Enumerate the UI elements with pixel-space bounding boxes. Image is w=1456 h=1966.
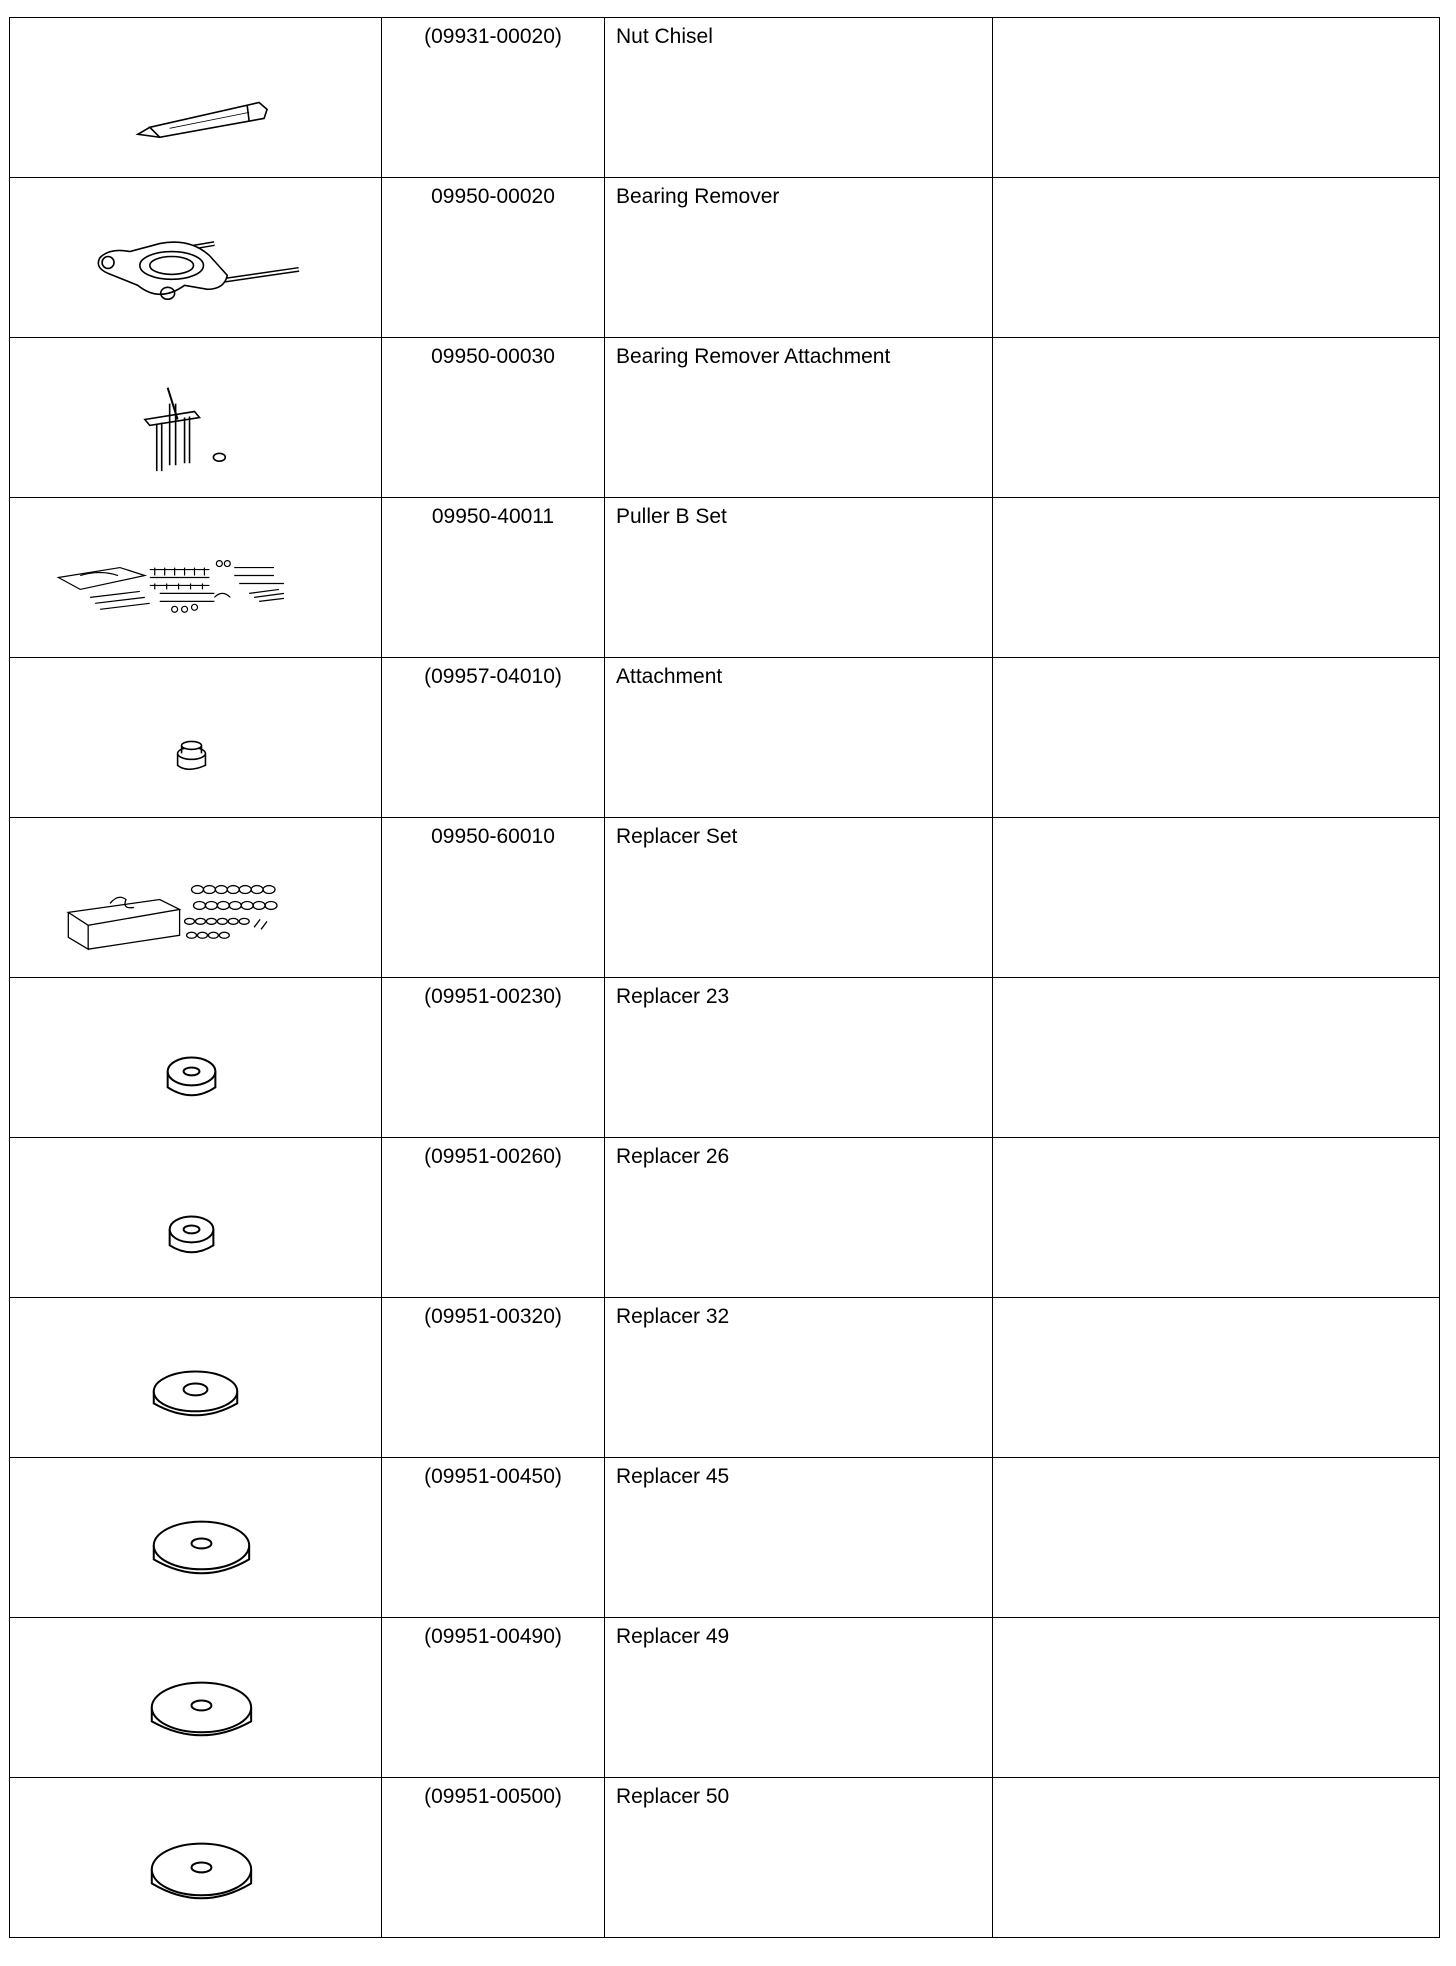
part-number	[382, 1138, 605, 1298]
replacer-23-icon	[10, 978, 381, 1137]
note-text	[993, 178, 1439, 185]
replacer-26-icon	[10, 1138, 381, 1297]
tool-name	[605, 178, 993, 338]
note-cell	[993, 1458, 1440, 1618]
tool-name	[605, 1138, 993, 1298]
tool-name-text: Attachment	[616, 665, 723, 688]
tool-name	[605, 1778, 993, 1938]
tool-name	[605, 18, 993, 178]
note-text	[993, 1778, 1439, 1785]
tool-illustration-cell	[10, 338, 382, 498]
table-row	[10, 1458, 1440, 1618]
part-number-text: (09957-04010)	[424, 665, 562, 688]
part-number-text: (09951-00260)	[424, 1145, 562, 1168]
replacer-49-icon	[10, 1618, 381, 1777]
puller-b-set-icon	[10, 498, 381, 657]
tool-name-text: Replacer 26	[616, 1145, 730, 1168]
table-row	[10, 498, 1440, 658]
attachment-icon	[10, 658, 381, 817]
table-row	[10, 978, 1440, 1138]
tool-name	[605, 338, 993, 498]
tool-illustration-cell	[10, 1778, 382, 1938]
note-text	[993, 338, 1439, 345]
tool-name-text: Replacer 23	[616, 985, 730, 1008]
tool-illustration-cell	[10, 498, 382, 658]
tool-illustration-cell	[10, 1298, 382, 1458]
tool-name-text: Puller B Set	[616, 505, 727, 528]
tool-illustration-cell	[10, 1618, 382, 1778]
special-tools-table	[9, 17, 1440, 1938]
replacer-45-icon	[10, 1458, 381, 1617]
note-cell	[993, 1138, 1440, 1298]
part-number	[382, 1618, 605, 1778]
note-cell	[993, 498, 1440, 658]
tool-name-text: Replacer 50	[616, 1785, 730, 1808]
replacer-32-icon	[10, 1298, 381, 1457]
note-text	[993, 1138, 1439, 1145]
replacer-set-icon	[10, 818, 381, 977]
part-number-text: 09950-00020	[431, 185, 555, 208]
tool-name	[605, 658, 993, 818]
table-row	[10, 658, 1440, 818]
part-number-text: (09931-00020)	[424, 25, 562, 48]
note-cell	[993, 18, 1440, 178]
part-number	[382, 1778, 605, 1938]
note-cell	[993, 338, 1440, 498]
tool-illustration-cell	[10, 1138, 382, 1298]
part-number	[382, 978, 605, 1138]
tool-name	[605, 818, 993, 978]
part-number-text: 09950-00030	[431, 345, 555, 368]
tool-name-text: Replacer 45	[616, 1465, 730, 1488]
part-number-text: (09951-00500)	[424, 1785, 562, 1808]
replacer-50-icon	[10, 1778, 381, 1937]
tool-name	[605, 1298, 993, 1458]
part-number	[382, 818, 605, 978]
part-number	[382, 658, 605, 818]
tool-name-text: Bearing Remover	[616, 185, 780, 208]
note-cell	[993, 1618, 1440, 1778]
tool-name-text: Bearing Remover Attachment	[616, 345, 891, 368]
tool-name-text: Replacer Set	[616, 825, 738, 848]
tool-name	[605, 978, 993, 1138]
part-number-text: 09950-40011	[431, 505, 555, 528]
part-number	[382, 338, 605, 498]
tool-illustration-cell	[10, 978, 382, 1138]
bearing-remover-icon	[10, 178, 381, 337]
tool-name	[605, 1618, 993, 1778]
part-number	[382, 18, 605, 178]
note-cell	[993, 978, 1440, 1138]
note-cell	[993, 818, 1440, 978]
part-number-text: (09951-00490)	[424, 1625, 562, 1648]
part-number	[382, 178, 605, 338]
note-cell	[993, 1298, 1440, 1458]
table-row	[10, 1618, 1440, 1778]
part-number	[382, 1458, 605, 1618]
tool-illustration-cell	[10, 658, 382, 818]
table-row	[10, 178, 1440, 338]
tool-name	[605, 498, 993, 658]
tool-name-text: Nut Chisel	[616, 25, 713, 48]
part-number	[382, 1298, 605, 1458]
note-text	[993, 658, 1439, 665]
note-cell	[993, 178, 1440, 338]
part-number-text: (09951-00320)	[424, 1305, 562, 1328]
table-row	[10, 1778, 1440, 1938]
tool-name-text: Replacer 49	[616, 1625, 730, 1648]
table-row	[10, 818, 1440, 978]
tool-illustration-cell	[10, 818, 382, 978]
note-text	[993, 978, 1439, 985]
note-cell	[993, 658, 1440, 818]
note-text	[993, 18, 1439, 25]
note-text	[993, 1618, 1439, 1625]
table-row	[10, 338, 1440, 498]
note-cell	[993, 1778, 1440, 1938]
part-number-text: (09951-00230)	[424, 985, 562, 1008]
note-text	[993, 1298, 1439, 1305]
note-text	[993, 818, 1439, 825]
table-row	[10, 1298, 1440, 1458]
note-text	[993, 498, 1439, 505]
nut-chisel-icon	[10, 18, 381, 177]
tool-name-text: Replacer 32	[616, 1305, 730, 1328]
table-row	[10, 1138, 1440, 1298]
bearing-remover-attachment-icon	[10, 338, 381, 497]
part-number	[382, 498, 605, 658]
part-number-text: 09950-60010	[431, 825, 555, 848]
tool-illustration-cell	[10, 18, 382, 178]
part-number-text: (09951-00450)	[424, 1465, 562, 1488]
note-text	[993, 1458, 1439, 1465]
tool-illustration-cell	[10, 178, 382, 338]
tool-name	[605, 1458, 993, 1618]
table-row	[10, 18, 1440, 178]
tool-illustration-cell	[10, 1458, 382, 1618]
